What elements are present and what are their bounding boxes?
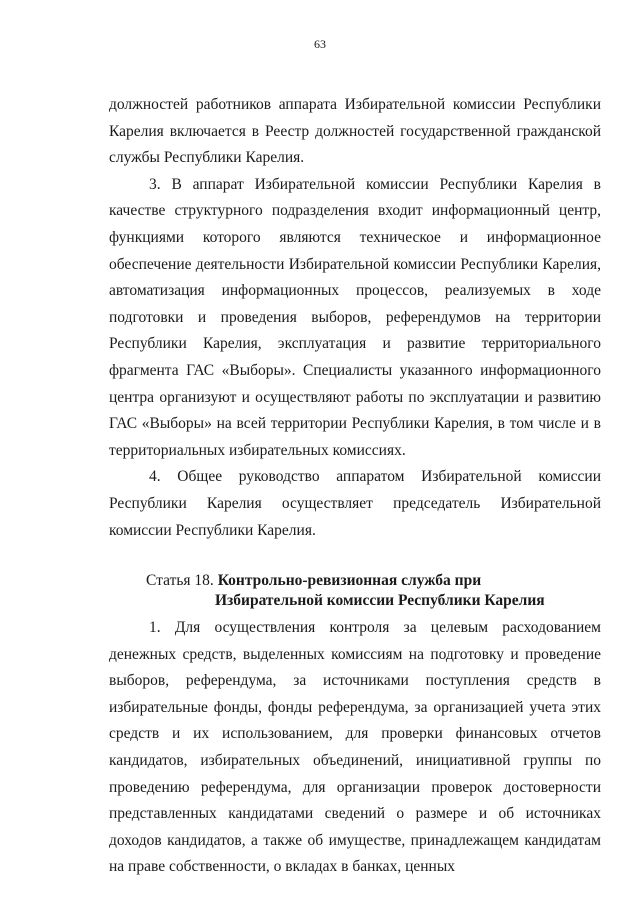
paragraph-continuation: должностей работников аппарата Избирательной комиссии Республики Карелия включается в Реестр должностей государственной гражданской службы Республики Карелия.: [109, 96, 601, 167]
document-body: [109, 92, 601, 881]
article-heading: [109, 571, 601, 611]
paragraph-4: 4. Общее руководство аппаратом Избирательной комиссии Республики Карелия осуществляет председатель Избирательной комиссии Республики Карелия.: [109, 468, 601, 539]
paragraph-3: 3. В аппарат Избирательной комиссии Республики Карелия в качестве структурного подразделения входит информационный центр, функциями которого являются техническое и информационное обеспечение деятельности Избирательной комиссии Республики Карелия, автоматизация информационных процессов, реализуемых в ходе подготовки и проведения выборов, референдумов на территории Республики Карелия, эксплуатация и развитие территориального фрагмента ГАС «Выборы». Специалисты указанного информационного центра организуют и осуществляют работы по эксплуатации и развитию ГАС «Выборы» на всей территории Республики Карелия, в том числе и в территориальных избирательных комиссиях.: [109, 175, 601, 459]
article-title-line-1: Контрольно-ревизионная служба при: [217, 572, 482, 590]
article-number: Статья 18.: [146, 572, 218, 590]
page-number: 63: [314, 37, 326, 51]
article-title-line-2: Избирательной комиссии Республики Карелия: [215, 592, 545, 610]
article-paragraph-1: 1. Для осуществления контроля за целевым расходованием денежных средств, выделенных комиссиям на подготовку и проведение выборов, референдума, за источниками поступления средств в избирательные фонды, фонды референдума, за организацией учета этих средств и их использованием, для проверки финансовых отчетов кандидатов, избирательных объединений, инициативной группы по проведению референдума, для организации проверок достоверности представленных кандидатами сведений о размере и об источниках доходов кандидатов, а также об имуществе, принадлежащем кандидатам на праве собственности, о вкладах в банках, ценных: [109, 619, 601, 876]
